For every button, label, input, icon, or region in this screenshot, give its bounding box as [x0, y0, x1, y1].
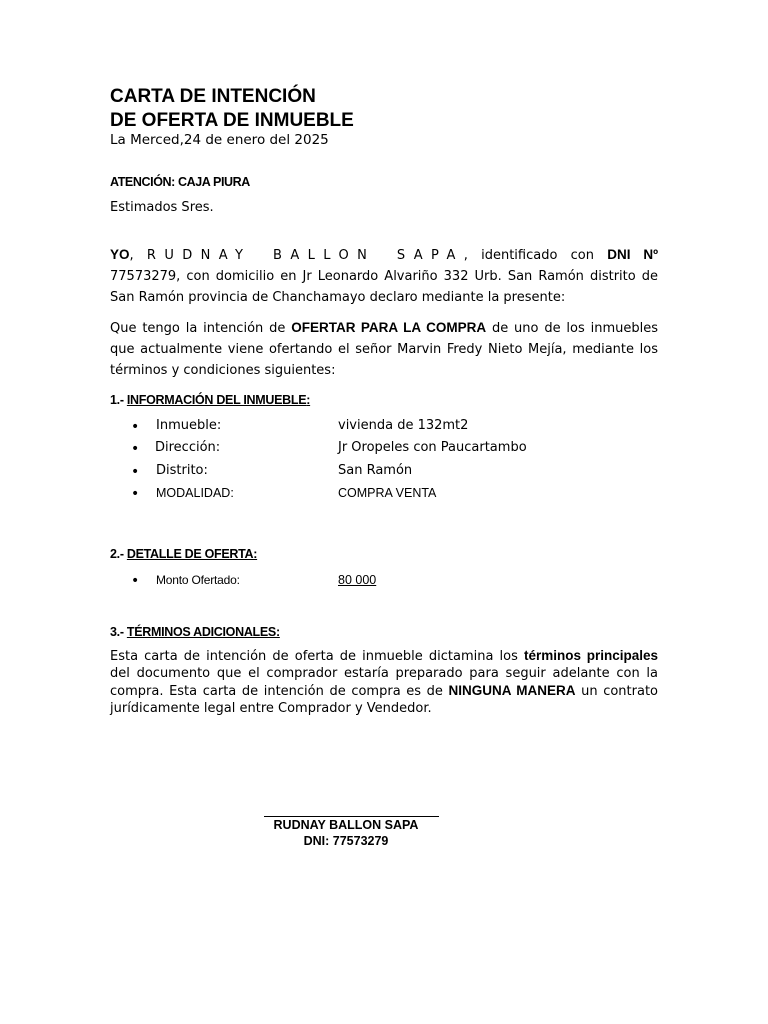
section-1-number: 1.-	[110, 393, 127, 407]
intention-part2: de uno de los inmuebles que actualmente viene ofertando el señor Marvin Fredy Nieto Mejía, mediante los términos y condiciones siguientes:	[110, 321, 658, 378]
section-3-title: TÉRMINOS ADICIONALES:	[126, 625, 280, 639]
intention-part1: Que tengo la intención de	[110, 321, 292, 336]
signature-line	[264, 816, 439, 817]
info-value-direccion: Jr Oropeles con Paucartambo	[338, 440, 527, 455]
offer-label: Monto Ofertado:	[156, 573, 240, 587]
info-value-modalidad: COMPRA VENTA	[338, 486, 437, 500]
info-label-inmueble: Inmueble:	[156, 418, 222, 433]
attention-line: ATENCIÓN: CAJA PIURA	[110, 175, 250, 189]
terms-part3: un contrato jurídicamente legal entre Comprador y Vendedor.	[110, 684, 658, 716]
intro-paragraph	[110, 244, 658, 308]
signature-dni: DNI: 77573279	[303, 834, 389, 848]
terms-part2: del documento que el comprador estaría preparado para seguir adelante con la compra. Esta carta de intención de compra es de	[110, 666, 658, 699]
title-line-1: CARTA DE INTENCIÓN	[110, 86, 316, 107]
bullet-icon: •	[131, 486, 140, 502]
section-2-title: DETALLE DE OFERTA:	[126, 547, 258, 561]
section-2-heading	[110, 547, 257, 561]
terms-bold-1: términos principales	[523, 648, 658, 663]
offer-amount: 80 000	[338, 573, 377, 587]
intro-name: RUDNAY BALLON SAPA	[146, 248, 464, 263]
bullet-icon: •	[131, 573, 140, 589]
intro-dni-number: 77573279,	[110, 269, 181, 284]
intention-bold: OFERTAR PARA LA COMPRA	[291, 320, 487, 335]
info-value-inmueble: vivienda de 132mt2	[338, 418, 469, 433]
section-1-title: INFORMACIÓN DEL INMUEBLE	[126, 393, 307, 407]
bullet-icon: •	[131, 441, 140, 457]
info-label-distrito: Distrito:	[156, 463, 208, 478]
title-line-2: DE OFERTA DE INMUEBLE	[110, 110, 354, 131]
terms-bold-2: NINGUNA MANERA	[448, 683, 576, 698]
greeting: Estimados Sres.	[110, 200, 214, 215]
terms-paragraph	[110, 647, 658, 717]
intention-paragraph	[110, 317, 658, 381]
section-3-heading	[110, 625, 280, 639]
section-1-heading	[110, 393, 310, 407]
section-3-number: 3.-	[110, 625, 127, 639]
intro-identified: , identificado con	[463, 248, 608, 263]
bullet-icon: •	[131, 464, 140, 480]
intro-dni-label: DNI Nº	[607, 247, 658, 262]
signature-name: RUDNAY BALLON SAPA	[273, 818, 419, 832]
info-value-distrito: San Ramón	[338, 463, 413, 478]
bullet-icon: •	[131, 419, 140, 435]
section-1-colon: :	[306, 393, 311, 407]
intro-comma: ,	[129, 248, 134, 263]
intro-rest: con domicilio en Jr Leonardo Alvariño 332 Urb. San Ramón distrito de San Ramón provincia de Chanchamayo declaro mediante la presente:	[110, 269, 658, 305]
info-label-modalidad: MODALIDAD:	[156, 486, 234, 500]
section-2-number: 2.-	[110, 547, 127, 561]
info-label-direccion: Dirección:	[155, 440, 221, 455]
terms-part1: Esta carta de intención de oferta de inmueble dictamina los	[110, 649, 524, 664]
date-line: La Merced,24 de enero del 2025	[110, 132, 329, 148]
intro-yo: YO	[110, 247, 130, 262]
